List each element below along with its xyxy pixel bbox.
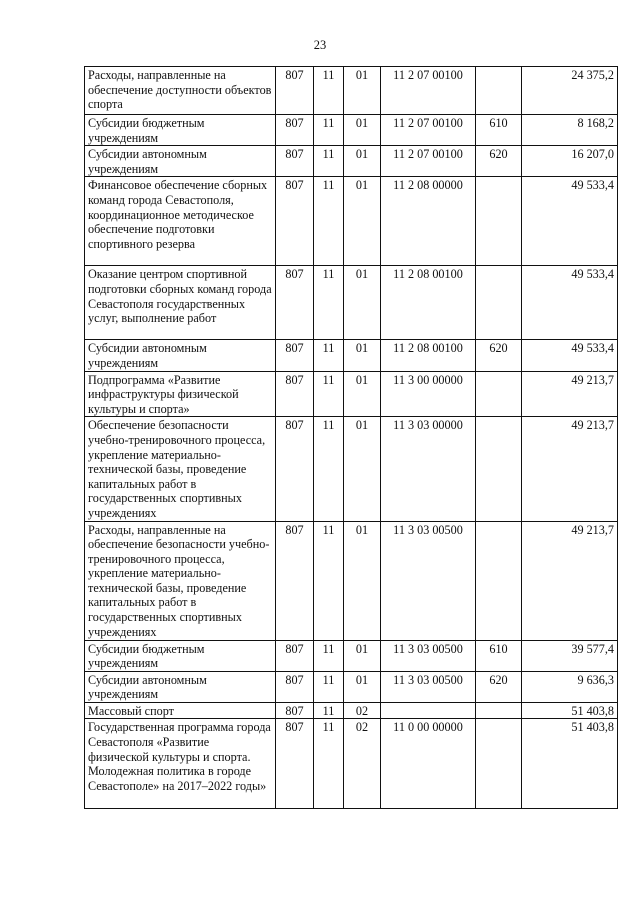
csr-code-cell: 11 2 07 00100 [381,67,476,115]
table-row [85,640,618,671]
csr-code-cell: 11 2 07 00100 [381,115,476,146]
csr-code-cell: 11 3 03 00000 [381,417,476,521]
sum-cell: 49 213,7 [522,521,618,640]
gr-code-cell: 807 [276,266,314,340]
gr-code-cell: 807 [276,417,314,521]
sum-cell: 49 213,7 [522,417,618,521]
table-row [85,417,618,521]
table-row [85,521,618,640]
gr-code-cell: 807 [276,719,314,809]
row-name-cell: Государственная программа города Севастополя «Развитие физической культуры и спорта. Молодежная политика в городе Севастополе» на 2017–2022 годы» [85,719,276,809]
row-name-cell: Оказание центром спортивной подготовки сборных команд города Севастополя государственных услуг, выполнение работ [85,266,276,340]
gr-code-cell: 807 [276,371,314,417]
budget-table [84,66,618,809]
vr-code-cell [476,417,522,521]
sum-cell: 49 213,7 [522,371,618,417]
gr-code-cell: 807 [276,146,314,177]
rz-code-cell: 11 [314,340,344,371]
table-row [85,177,618,266]
pr-code-cell: 01 [344,671,381,702]
gr-code-cell: 807 [276,67,314,115]
table-row [85,266,618,340]
vr-code-cell: 610 [476,115,522,146]
pr-code-cell: 01 [344,115,381,146]
rz-code-cell: 11 [314,371,344,417]
csr-code-cell: 11 3 00 00000 [381,371,476,417]
gr-code-cell: 807 [276,702,314,719]
csr-code-cell [381,702,476,719]
sum-cell: 51 403,8 [522,702,618,719]
row-name-cell: Подпрограмма «Развитие инфраструктуры физической культуры и спорта» [85,371,276,417]
gr-code-cell: 807 [276,640,314,671]
table-row [85,371,618,417]
csr-code-cell: 11 2 08 00100 [381,266,476,340]
csr-code-cell: 11 2 08 00000 [381,177,476,266]
pr-code-cell: 01 [344,521,381,640]
pr-code-cell: 01 [344,640,381,671]
sum-cell: 39 577,4 [522,640,618,671]
csr-code-cell: 11 3 03 00500 [381,640,476,671]
vr-code-cell [476,266,522,340]
rz-code-cell: 11 [314,67,344,115]
pr-code-cell: 01 [344,371,381,417]
row-name-cell: Расходы, направленные на обеспечение безопасности учебно-тренировочного процесса, укрепление материально-технической базы, проведение капитальных работ в государственных спортивных учреждениях [85,521,276,640]
vr-code-cell [476,371,522,417]
pr-code-cell: 01 [344,266,381,340]
gr-code-cell: 807 [276,340,314,371]
row-name-cell: Субсидии бюджетным учреждениям [85,640,276,671]
vr-code-cell: 620 [476,146,522,177]
row-name-cell: Субсидии автономным учреждениям [85,146,276,177]
table-row [85,340,618,371]
sum-cell: 24 375,2 [522,67,618,115]
row-name-cell: Финансовое обеспечение сборных команд города Севастополя, координационное методическое обеспечение подготовки спортивного резерва [85,177,276,266]
page-number: 23 [313,38,327,52]
table-row [85,671,618,702]
sum-cell: 51 403,8 [522,719,618,809]
pr-code-cell: 01 [344,67,381,115]
rz-code-cell: 11 [314,702,344,719]
csr-code-cell: 11 0 00 00000 [381,719,476,809]
vr-code-cell [476,67,522,115]
pr-code-cell: 02 [344,702,381,719]
sum-cell: 49 533,4 [522,266,618,340]
gr-code-cell: 807 [276,177,314,266]
pr-code-cell: 02 [344,719,381,809]
row-name-cell: Расходы, направленные на обеспечение доступности объектов спорта [85,67,276,115]
csr-code-cell: 11 3 03 00500 [381,521,476,640]
row-name-cell: Субсидии бюджетным учреждениям [85,115,276,146]
sum-cell: 9 636,3 [522,671,618,702]
vr-code-cell [476,719,522,809]
sum-cell: 49 533,4 [522,340,618,371]
rz-code-cell: 11 [314,146,344,177]
sum-cell: 49 533,4 [522,177,618,266]
gr-code-cell: 807 [276,521,314,640]
rz-code-cell: 11 [314,417,344,521]
vr-code-cell: 610 [476,640,522,671]
rz-code-cell: 11 [314,521,344,640]
pr-code-cell: 01 [344,340,381,371]
table-row [85,702,618,719]
pr-code-cell: 01 [344,146,381,177]
table-row [85,115,618,146]
vr-code-cell [476,177,522,266]
row-name-cell: Массовый спорт [85,702,276,719]
pr-code-cell: 01 [344,417,381,521]
row-name-cell: Субсидии автономным учреждениям [85,671,276,702]
rz-code-cell: 11 [314,115,344,146]
vr-code-cell [476,702,522,719]
vr-code-cell: 620 [476,340,522,371]
pr-code-cell: 01 [344,177,381,266]
csr-code-cell: 11 3 03 00500 [381,671,476,702]
row-name-cell: Субсидии автономным учреждениям [85,340,276,371]
gr-code-cell: 807 [276,671,314,702]
table-row [85,719,618,809]
row-name-cell: Обеспечение безопасности учебно-тренировочного процесса, укрепление материально-технической базы, проведение капитальных работ в государственных спортивных учреждениях [85,417,276,521]
rz-code-cell: 11 [314,266,344,340]
vr-code-cell: 620 [476,671,522,702]
csr-code-cell: 11 2 08 00100 [381,340,476,371]
sum-cell: 16 207,0 [522,146,618,177]
table-row [85,146,618,177]
sum-cell: 8 168,2 [522,115,618,146]
rz-code-cell: 11 [314,177,344,266]
rz-code-cell: 11 [314,719,344,809]
table-row [85,67,618,115]
rz-code-cell: 11 [314,640,344,671]
rz-code-cell: 11 [314,671,344,702]
csr-code-cell: 11 2 07 00100 [381,146,476,177]
vr-code-cell [476,521,522,640]
gr-code-cell: 807 [276,115,314,146]
